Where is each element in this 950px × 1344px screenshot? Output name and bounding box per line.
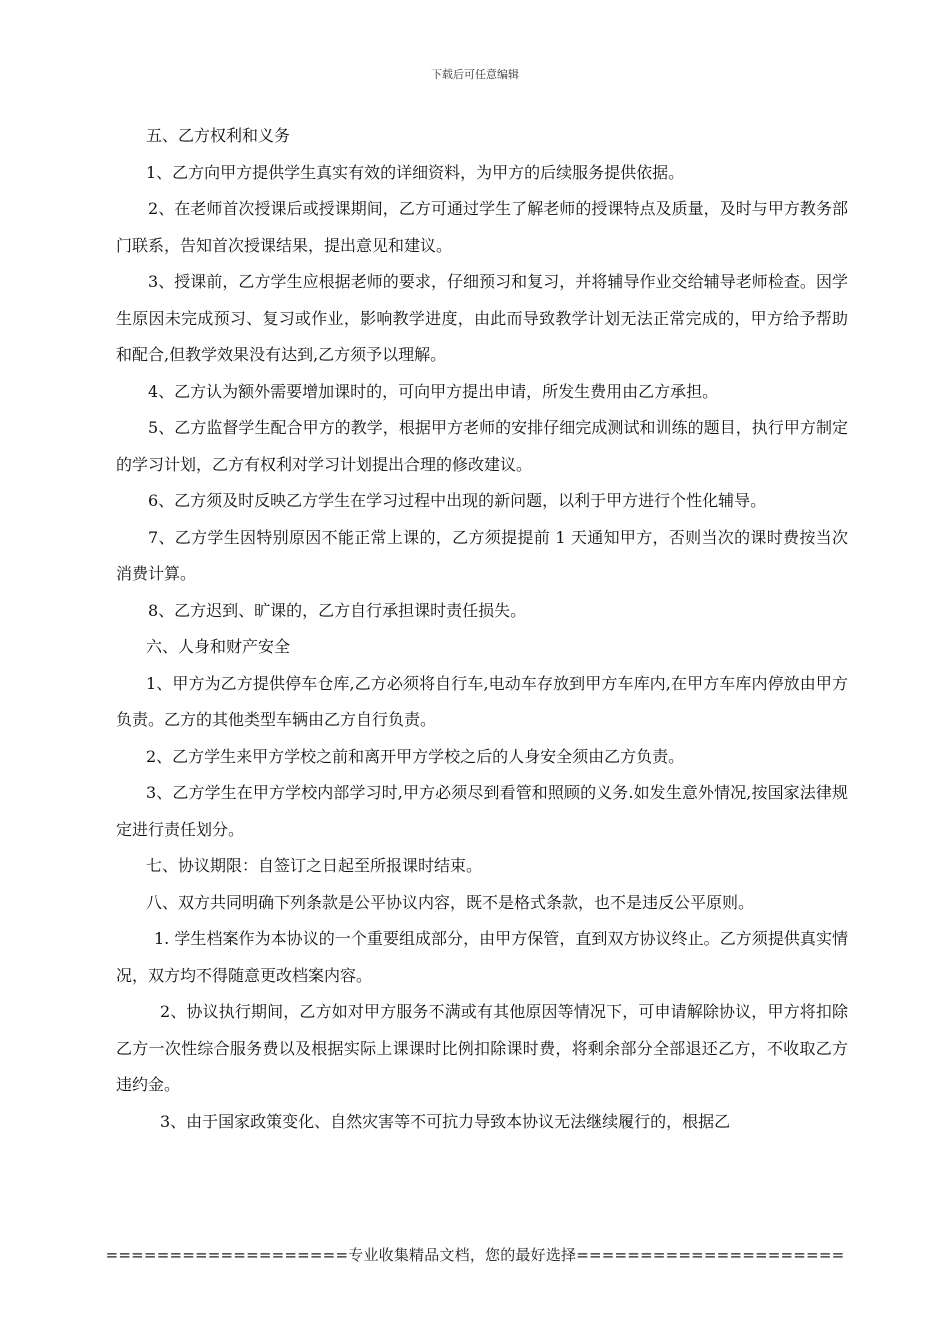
header-note: 下载后可任意编辑 xyxy=(431,68,519,81)
section-8-item-3: 3、由于国家政策变化、自然灾害等不可抗力导致本协议无法继续履行的，根据乙 xyxy=(160,1111,731,1131)
section-7-title: 七、协议期限：自签订之日起至所报课时结束。 xyxy=(146,856,483,875)
section-6-item-2: 2、乙方学生来甲方学校之前和离开甲方学校之后的人身安全须由乙方负责。 xyxy=(146,746,685,766)
section-5-item-5: 5、乙方监督学生配合甲方的教学，根据甲方老师的安排仔细完成测试和训练的题目，执行甲方制定的学习计划，乙方有权利对学习计划提出合理的修改建议。 xyxy=(116,418,848,474)
section-5-item-7: 7、乙方学生因特别原因不能正常上课的，乙方须提提前 1 天通知甲方，否则当次的课时费按当次消费计算。 xyxy=(116,527,848,583)
section-5-item-2: 2、在老师首次授课后或授课期间，乙方可通过学生了解老师的授课特点及质量，及时与甲方教务部门联系，告知首次授课结果，提出意见和建议。 xyxy=(116,199,848,255)
section-5-item-3: 3、授课前，乙方学生应根据老师的要求，仔细预习和复习，并将辅导作业交给辅导老师检查。因学生原因未完成预习、复习或作业，影响教学进度，由此而导致教学计划无法正常完成的，甲方给予帮助和配合,但教学效果没有达到,乙方须予以理解。 xyxy=(116,272,848,364)
section-6-title: 六、人身和财产安全 xyxy=(146,637,291,656)
section-8-item-2: 2、协议执行期间，乙方如对甲方服务不满或有其他原因等情况下，可申请解除协议，甲方将扣除乙方一次性综合服务费以及根据实际上课课时比例扣除课时费，将剩余部分全部退还乙方，不收取乙方违约金。 xyxy=(116,1002,848,1094)
section-5-item-6: 6、乙方须及时反映乙方学生在学习过程中出现的新问题，以利于甲方进行个性化辅导。 xyxy=(148,491,767,510)
section-5-title: 五、乙方权利和义务 xyxy=(146,126,291,145)
section-8-item-1: 1. 学生档案作为本协议的一个重要组成部分，由甲方保管，直到双方协议终止。乙方须提供真实情况，双方均不得随意更改档案内容。 xyxy=(116,929,848,985)
section-8-title: 八、双方共同明确下列条款是公平协议内容，既不是格式条款，也不是违反公平原则。 xyxy=(146,892,755,912)
section-5-item-8: 8、乙方迟到、旷课的，乙方自行承担课时责任损失。 xyxy=(148,600,527,620)
footer-banner: ===================专业收集精品文档，您的最好选择===================== xyxy=(105,1246,845,1264)
section-5-item-4: 4、乙方认为额外需要增加课时的，可向甲方提出申请，所发生费用由乙方承担。 xyxy=(148,381,719,401)
document-body xyxy=(116,118,848,1140)
section-5-item-1: 1、乙方向甲方提供学生真实有效的详细资料，为甲方的后续服务提供依据。 xyxy=(146,162,685,182)
section-6-item-3: 3、乙方学生在甲方学校内部学习时,甲方必须尽到看管和照顾的义务.如发生意外情况,按国家法律规定进行责任划分。 xyxy=(116,783,848,839)
section-6-item-1: 1、甲方为乙方提供停车仓库,乙方必须将自行车,电动车存放到甲方车库内,在甲方车库内停放由甲方负责。乙方的其他类型车辆由乙方自行负责。 xyxy=(116,673,848,729)
